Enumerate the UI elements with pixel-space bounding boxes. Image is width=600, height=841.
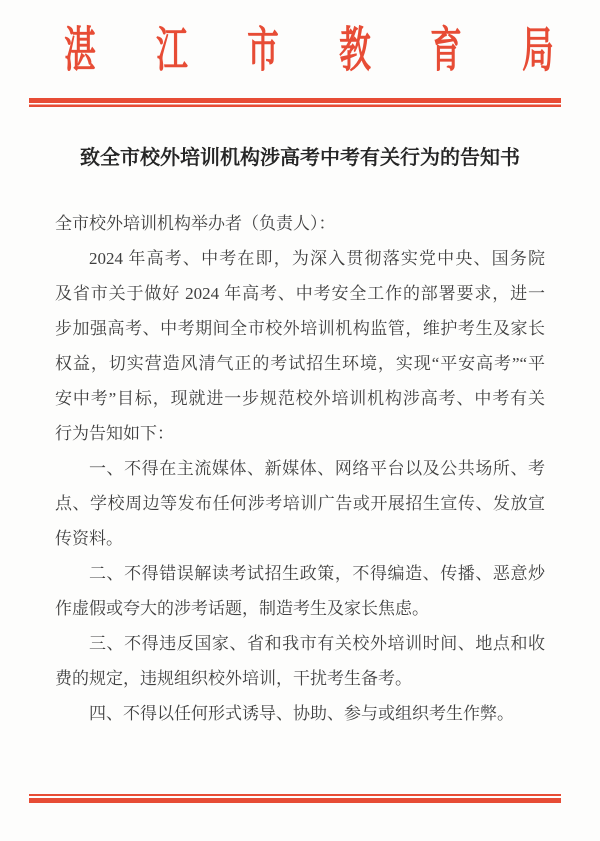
body-line: 及省市关于做好 2024 年高考、中考安全工作的部署要求，进一 — [55, 284, 545, 303]
body-line: 费的规定，违规组织校外培训，干扰考生备考。 — [55, 669, 412, 688]
document-body — [55, 206, 545, 731]
agency-name-char: 江 — [155, 24, 188, 77]
agency-name-char: 市 — [247, 24, 280, 77]
body-line: 全市校外培训机构举办者（负责人）： — [55, 214, 336, 233]
body-line: 行为告知如下： — [55, 424, 174, 443]
body-line: 点、学校周边等发布任何涉考培训广告或开展招生宣传、发放宣 — [55, 494, 545, 513]
body-line: 2024 年高考、中考在即，为深入贯彻落实党中央、国务院 — [89, 249, 545, 268]
agency-name-char: 局 — [522, 24, 554, 77]
body-line: 传资料。 — [55, 529, 123, 548]
agency-name-char: 教 — [338, 24, 371, 77]
red-divider-top — [29, 98, 561, 107]
red-divider-bottom — [29, 794, 561, 803]
body-line: 权益，切实营造风清气正的考试招生环境，实现“平安高考”“平 — [55, 354, 545, 373]
body-line: 作虚假或夸大的涉考话题，制造考生及家长焦虑。 — [55, 599, 429, 618]
body-line: 三、不得违反国家、省和我市有关校外培训时间、地点和收 — [89, 634, 545, 653]
agency-name-char: 湛 — [64, 24, 96, 77]
body-line: 四、不得以任何形式诱导、协助、参与或组织考生作弊。 — [89, 704, 514, 723]
document-title: 致全市校外培训机构涉高考中考有关行为的告知书 — [80, 147, 520, 169]
body-line: 安中考”目标，现就进一步规范校外培训机构涉高考、中考有关 — [55, 389, 545, 408]
body-line: 步加强高考、中考期间全市校外培训机构监管，维护考生及家长 — [55, 319, 545, 338]
body-line: 一、不得在主流媒体、新媒体、网络平台以及公共场所、考 — [89, 459, 545, 478]
agency-name-char: 育 — [430, 24, 463, 77]
body-line: 二、不得错误解读考试招生政策，不得编造、传播、恶意炒 — [89, 564, 545, 583]
agency-letterhead — [56, 24, 562, 78]
